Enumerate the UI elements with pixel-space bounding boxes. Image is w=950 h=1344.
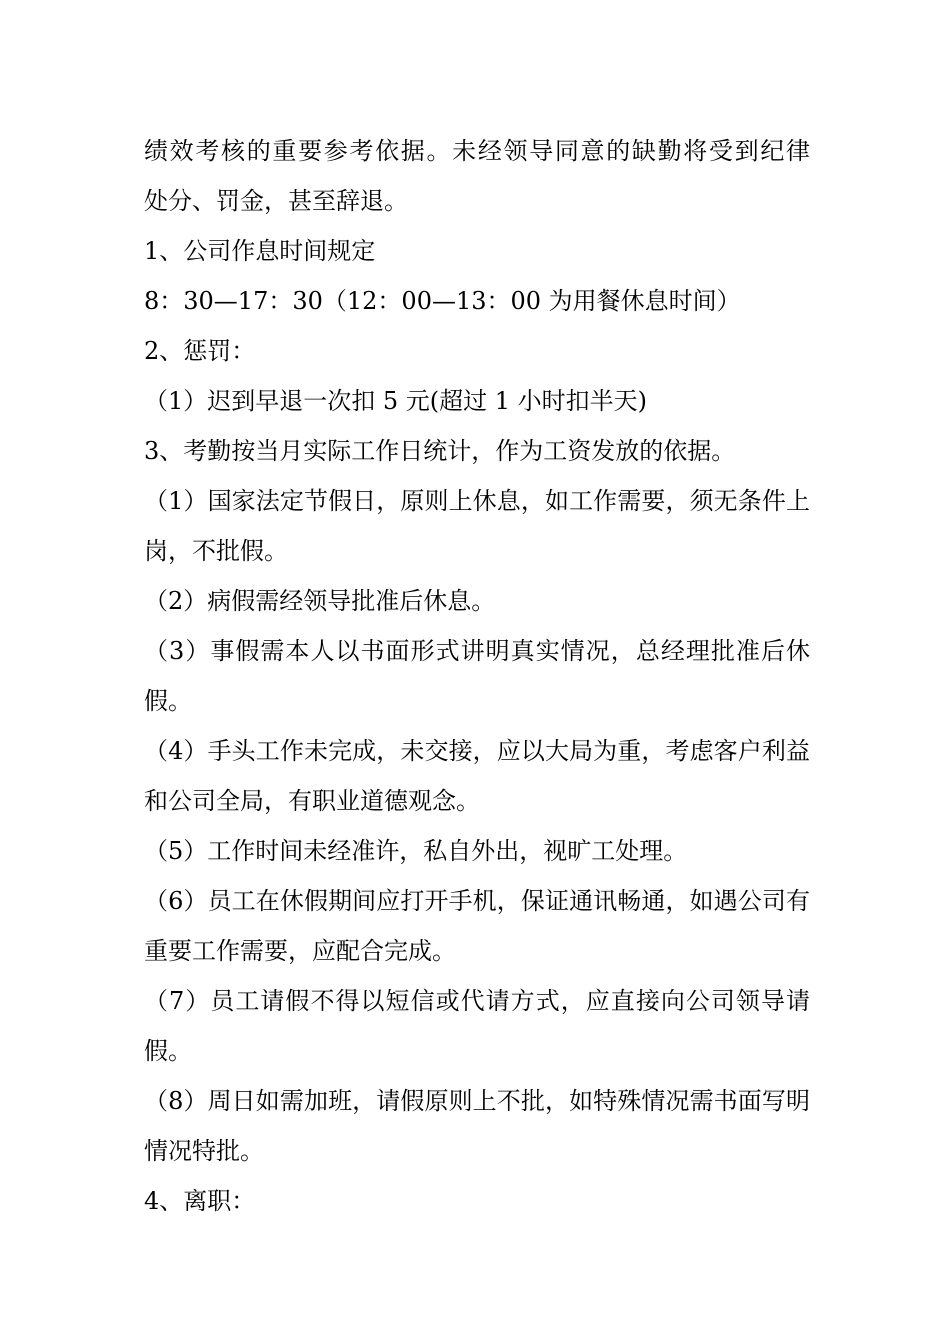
section-heading: 3、考勤按当月实际工作日统计，作为工资发放的依据。 <box>144 437 736 465</box>
list-item: （5）工作时间未经准许，私自外出，视旷工处理。 <box>144 837 688 865</box>
list-item: （6）员工在休假期间应打开手机，保证通讯畅通，如遇公司有 <box>144 887 810 915</box>
list-item: （2）病假需经领导批准后休息。 <box>144 587 496 615</box>
list-item-continuation: 重要工作需要，应配合完成。 <box>144 937 456 965</box>
list-item-continuation: 情况特批。 <box>144 1137 264 1165</box>
paragraph-line: 绩效考核的重要参考依据。未经领导同意的缺勤将受到纪律 <box>144 137 810 165</box>
work-hours-line: 8：30—17：30（12：00—13：00 为用餐休息时间） <box>144 287 741 315</box>
list-item-continuation: 岗，不批假。 <box>144 537 288 565</box>
section-heading: 2、惩罚： <box>144 337 256 365</box>
paragraph-line: 处分、罚金，甚至辞退。 <box>144 187 408 215</box>
list-item-continuation: 和公司全局，有职业道德观念。 <box>144 787 480 815</box>
list-item: （1）迟到早退一次扣 5 元(超过 1 小时扣半天) <box>144 387 648 415</box>
list-item: （3）事假需本人以书面形式讲明真实情况，总经理批准后休 <box>144 637 810 665</box>
list-item-continuation: 假。 <box>144 1037 192 1065</box>
list-item: （7）员工请假不得以短信或代请方式，应直接向公司领导请 <box>144 987 810 1015</box>
list-item: （4）手头工作未完成，未交接，应以大局为重，考虑客户利益 <box>144 737 810 765</box>
section-heading: 4、离职： <box>144 1187 256 1215</box>
section-heading: 1、公司作息时间规定 <box>144 237 376 265</box>
document-body <box>144 126 810 1226</box>
list-item-continuation: 假。 <box>144 687 192 715</box>
list-item: （8）周日如需加班，请假原则上不批，如特殊情况需书面写明 <box>144 1087 810 1115</box>
list-item: （1）国家法定节假日，原则上休息，如工作需要，须无条件上 <box>144 487 810 515</box>
